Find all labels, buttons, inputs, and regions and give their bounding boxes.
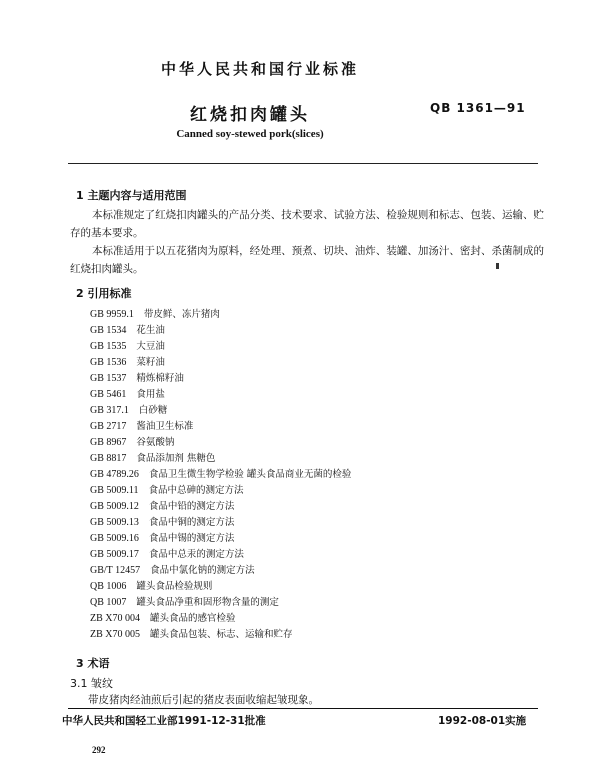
reference-item bbox=[90, 467, 351, 483]
reference-title: 食品中总砷的测定方法 bbox=[148, 485, 244, 496]
reference-title: 罐头食品包装、标志、运输和贮存 bbox=[150, 629, 293, 640]
reference-title: 罐头食品的感官检验 bbox=[150, 613, 236, 624]
reference-title: 白砂糖 bbox=[138, 405, 168, 416]
reference-title: 精炼棉籽油 bbox=[136, 373, 184, 384]
reference-code: QB 1006 bbox=[90, 581, 127, 592]
reference-code: GB 4789.26 bbox=[90, 469, 139, 480]
reference-code: GB 8967 bbox=[90, 437, 127, 448]
reference-title: 酱油卫生标准 bbox=[136, 421, 194, 432]
reference-item bbox=[90, 611, 351, 627]
reference-code: GB 1534 bbox=[90, 325, 127, 336]
reference-item bbox=[90, 627, 351, 643]
reference-item bbox=[90, 515, 351, 531]
reference-code: GB 1536 bbox=[90, 357, 127, 368]
reference-item bbox=[90, 547, 351, 563]
reference-item bbox=[90, 483, 351, 499]
reference-item bbox=[90, 595, 351, 611]
section-3-1-heading: 3.1 皱纹 bbox=[70, 677, 113, 690]
standard-title: 中华人民共和国行业标准 bbox=[160, 60, 359, 78]
reference-code: GB/T 12457 bbox=[90, 565, 141, 576]
reference-code: GB 5009.16 bbox=[90, 533, 139, 544]
reference-code: GB 1535 bbox=[90, 341, 127, 352]
reference-item bbox=[90, 355, 351, 371]
reference-code: QB 1007 bbox=[90, 597, 127, 608]
reference-title: 罐头食品净重和固形物含量的测定 bbox=[136, 597, 279, 608]
standard-code: QB 1361—91 bbox=[430, 101, 526, 115]
reference-code: GB 5009.12 bbox=[90, 501, 139, 512]
reference-item bbox=[90, 387, 351, 403]
reference-item bbox=[90, 323, 351, 339]
reference-item bbox=[90, 339, 351, 355]
reference-title: 食品添加剂 焦糖色 bbox=[136, 453, 216, 464]
reference-title: 花生油 bbox=[136, 325, 165, 336]
footer-divider bbox=[68, 708, 538, 709]
section-1-paragraph-2: 本标准适用于以五花猪肉为原料，经处理、预煮、切块、油炸、装罐、加汤汁、密封、杀菌制成的红烧扣肉罐头。 bbox=[70, 245, 544, 275]
reference-code: GB 317.1 bbox=[90, 405, 129, 416]
section-2-heading: 2 引用标准 bbox=[76, 287, 132, 300]
reference-item bbox=[90, 579, 351, 595]
reference-title: 食品卫生微生物学检验 罐头食品商业无菌的检验 bbox=[148, 469, 352, 480]
header-divider bbox=[68, 163, 538, 164]
reference-code: GB 9959.1 bbox=[90, 309, 134, 320]
reference-item bbox=[90, 451, 351, 467]
reference-code: GB 5461 bbox=[90, 389, 127, 400]
reference-title: 罐头食品检验规则 bbox=[136, 581, 213, 592]
reference-title: 菜籽油 bbox=[136, 357, 165, 368]
effective-date: 1992-08-01实施 bbox=[438, 715, 527, 727]
reference-item bbox=[90, 563, 351, 579]
section-3-heading: 3 术语 bbox=[76, 657, 110, 670]
reference-item bbox=[90, 403, 351, 419]
term-definition: 带皮猪肉经油煎后引起的猪皮表面收缩起皱现象。 bbox=[88, 694, 319, 706]
reference-title: 谷氨酸钠 bbox=[136, 437, 175, 448]
reference-code: GB 1537 bbox=[90, 373, 127, 384]
reference-title: 食品中铜的测定方法 bbox=[148, 517, 235, 528]
reference-item bbox=[90, 531, 351, 547]
section-1-paragraph-1: 本标准规定了红烧扣肉罐头的产品分类、技术要求、试验方法、检验规则和标志、包装、运输、贮存的基本要求。 bbox=[70, 209, 544, 239]
reference-item bbox=[90, 435, 351, 451]
reference-code: GB 2717 bbox=[90, 421, 127, 432]
ink-speck bbox=[496, 263, 499, 269]
reference-title: 食品中锡的测定方法 bbox=[148, 533, 235, 544]
reference-code: ZB X70 005 bbox=[90, 629, 140, 640]
reference-item bbox=[90, 371, 351, 387]
reference-title: 带皮鲜、冻片猪肉 bbox=[143, 309, 220, 320]
page-number: 292 bbox=[92, 745, 106, 755]
reference-code: GB 8817 bbox=[90, 453, 127, 464]
approval-line: 中华人民共和国轻工业部1991-12-31批准 bbox=[62, 715, 266, 727]
reference-code: GB 5009.17 bbox=[90, 549, 139, 560]
reference-title: 食品中氯化钠的测定方法 bbox=[150, 565, 255, 576]
reference-title: 食品中总汞的测定方法 bbox=[148, 549, 244, 560]
document-title: 红烧扣肉罐头 bbox=[190, 105, 310, 125]
reference-code: ZB X70 004 bbox=[90, 613, 140, 624]
section-1-heading: 1 主题内容与适用范围 bbox=[76, 189, 187, 202]
reference-title: 食用盐 bbox=[136, 389, 165, 400]
reference-code: GB 5009.13 bbox=[90, 517, 139, 528]
reference-title: 大豆油 bbox=[136, 341, 165, 352]
reference-title: 食品中铅的测定方法 bbox=[148, 501, 235, 512]
reference-list bbox=[90, 307, 351, 643]
reference-code: GB 5009.11 bbox=[90, 485, 139, 496]
reference-item bbox=[90, 419, 351, 435]
reference-item bbox=[90, 307, 351, 323]
reference-item bbox=[90, 499, 351, 515]
english-title: Canned soy-stewed pork(slices) bbox=[176, 128, 324, 140]
